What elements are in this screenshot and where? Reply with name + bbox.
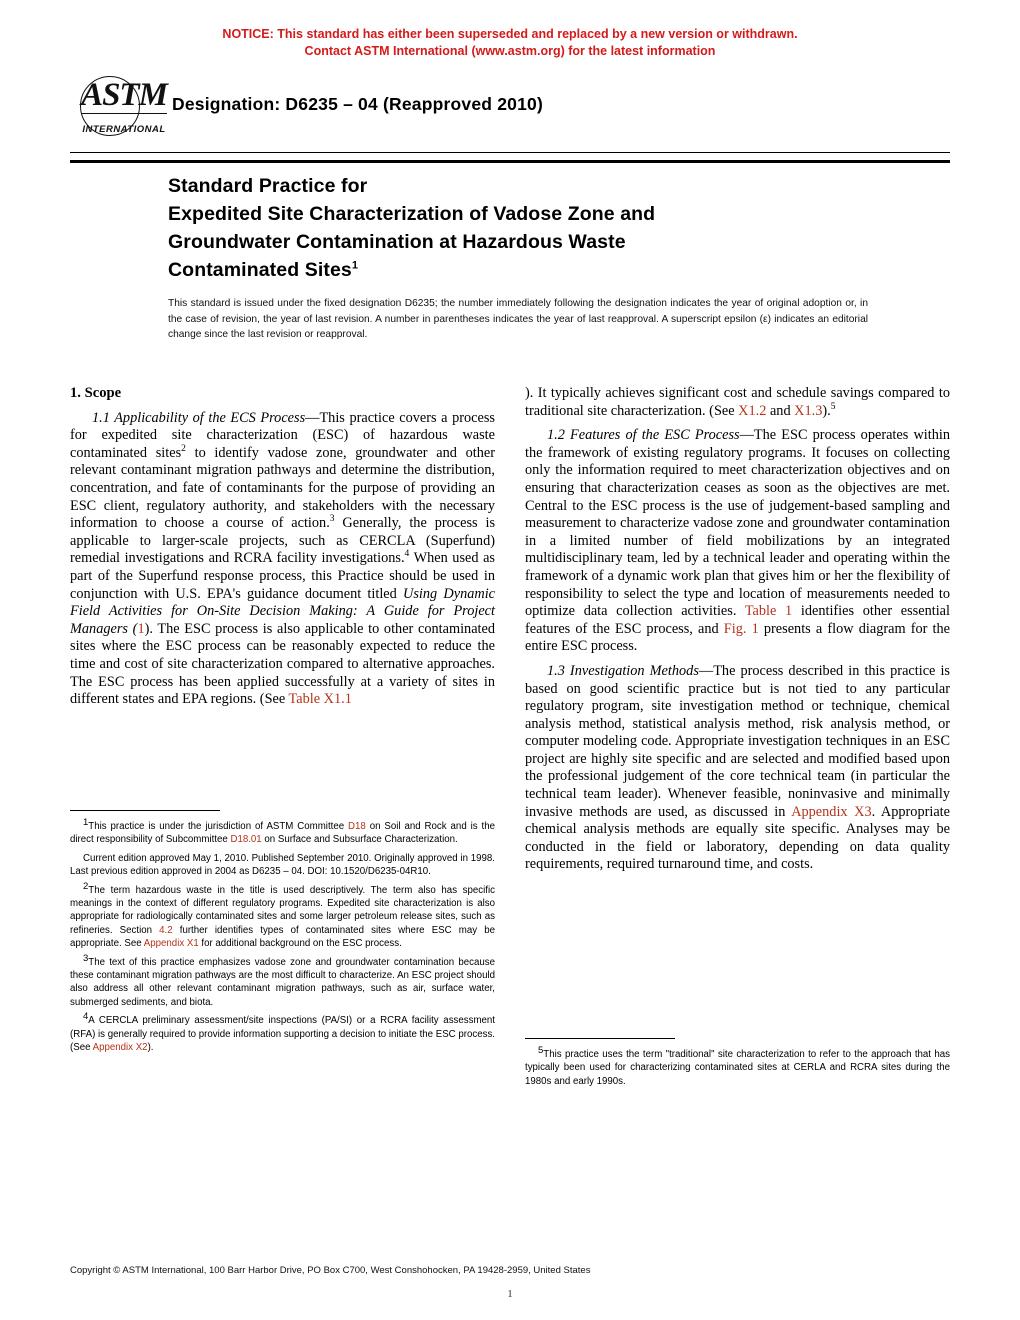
link-x1-3[interactable]: X1.3 xyxy=(794,402,823,419)
para-1-1-doc-title: Using Dynamic Field Activities for On-Site Decision Making: A Guide for Project Managers ( xyxy=(70,585,496,637)
copyright-notice: Copyright © ASTM International, 100 Barr Harbor Drive, PO Box C700, West Conshohocken, PA 19428-2959, United States xyxy=(70,1265,591,1276)
standard-issue-note: This standard is issued under the fixed designation D6235; the number immediately following the designation indicates the year of original adoption or, in the case of revision, the year of last revision. A number in parentheses indicates the year of last reapproval. A superscript epsilon (ε) indicates an editorial change since the last revision or reapproval. xyxy=(168,298,868,340)
para-1-1-g: and xyxy=(766,402,795,419)
para-1-2-a: —The ESC process operates within the framework of existing regulatory programs. It focuses on collecting only the information required to meet characterization objectives and on ensuring that characterization ceases as soon as the objectives are met. Central to the ESC process is the use of judgement-based sampling and measurement to characterize vadose zone and groundwater contamination in a limited number of field mobilizations by an integrated multidisciplinary team, led by a technical leader and operating within the framework of a dynamic work plan that gives him or her the flexibility of responsibility to select the type and location of measurements needed to optimize data collection activities. xyxy=(525,427,950,620)
para-1-1-e: ). The ESC process is also applicable to other contaminated sites where the ESC process can be reasonably expected to reduce the time and cost of site characterization compared to alternative approaches. The ESC process has been applied successfully at a variety of sites in different states and EPA regions. (See xyxy=(70,620,496,708)
para-1-3-a: —The process described in this practice is based on good scientific practice but is not tied to any particular regulatory program, site investigation method or technique, chemical analysis method, statistical analysis method, risk analysis method, or computer modeling code. Appropriate investigation techniques in an ESC project are highly site specific and are selected and modified based upon the professional judgement of the core technical team (in particular the technical team leader). Whenever feasible, noninvasive and minimally invasive methods are used, as discussed in xyxy=(525,662,950,820)
link-d18[interactable]: D18 xyxy=(348,821,366,832)
column-left xyxy=(70,385,495,716)
para-1-2-b: identifies other essential features of the ESC process, and xyxy=(525,603,950,637)
footnote-1-marker: 1 xyxy=(83,816,89,828)
footnote-4 xyxy=(70,1011,495,1054)
para-1-1-sup2: 2 xyxy=(181,444,186,455)
superseded-notice xyxy=(70,26,950,60)
reference-link-1[interactable]: 1 xyxy=(137,620,145,637)
link-appendix-x3[interactable]: Appendix X3 xyxy=(791,803,872,820)
link-section-4-2[interactable]: 4.2 xyxy=(159,924,173,936)
title-line-4-text: Contaminated Sites xyxy=(168,259,352,281)
link-appendix-x2[interactable]: Appendix X2 xyxy=(92,1042,148,1054)
header-rule-thin xyxy=(70,152,950,153)
footnote-2-a: The term hazardous waste in the title is used descriptively. The term also has specific meanings in the context of different regulatory programs. Expedited site characterization is also appropriate for radiologically contaminated sites and some larger petroleum release sites, such as refineries. Section xyxy=(70,884,495,936)
paragraph-1-1-cont xyxy=(525,385,950,420)
footnote-4-marker: 4 xyxy=(83,1011,89,1023)
para-1-1-b: to identify vadose zone, groundwater and other relevant contaminant migration pathways and determine the distribution, concentration, and fate of contaminants for the purpose of providing an ESC client, regulatory authority, and stakeholders with the necessary information to choose a course of action. xyxy=(70,444,495,532)
footnote-5-a: This practice uses the term "traditional" site characterization to refer to the approach that has typically been used for characterizing contaminated sites at CERLA and RCRA sites during the 1980s and early 1990s. xyxy=(525,1049,950,1087)
title-line-2: Expedited Site Characterization of Vadose Zone and xyxy=(168,203,656,225)
footnotes-right xyxy=(525,1044,950,1093)
footnote-rule-left xyxy=(70,810,220,811)
footnotes-left xyxy=(70,816,495,1060)
column-right xyxy=(525,385,950,881)
para-1-1-d: When used as part of the Superfund response process, this Practice should be used in conjunction with U.S. EPA's guidance document titled xyxy=(70,550,495,602)
document-header xyxy=(70,78,950,148)
footnote-3 xyxy=(70,952,495,1010)
paragraph-1-2 xyxy=(525,427,950,656)
section-heading-scope: 1. Scope xyxy=(70,385,122,401)
footnote-4-b: ). xyxy=(147,1042,154,1054)
para-1-1-sup3: 3 xyxy=(329,514,335,525)
footnote-2-c: for additional background on the ESC process. xyxy=(198,938,402,950)
para-1-1-h: ). xyxy=(822,402,831,419)
link-table-x1-1[interactable]: Table X1.1 xyxy=(288,691,352,708)
title-line-1: Standard Practice for xyxy=(168,175,368,197)
para-1-1-sup5: 5 xyxy=(830,401,836,412)
footnote-1 xyxy=(70,816,495,847)
footnote-3-a: The text of this practice emphasizes vadose zone and groundwater contamination because these contaminant migration pathways are the most difficult to characterize. An ESC project should also address all other relevant contaminant migration pathways, such as air, surface water, submerged sediments, and biota. xyxy=(70,956,495,1008)
para-1-1-sup4: 4 xyxy=(404,549,410,560)
para-1-1-label: 1.1 Applicability of the ECS Process xyxy=(92,409,306,426)
footnote-5 xyxy=(525,1044,950,1088)
astm-logo xyxy=(78,78,170,140)
logo-circle-icon xyxy=(80,76,140,136)
notice-line-1: NOTICE: This standard has either been superseded and replaced by a new version or withdrawn. xyxy=(222,27,798,41)
para-1-1-c: Generally, the process is applicable to larger-scale projects, such as CERCLA (Superfund) remedial investigations and RCRA facility investigations. xyxy=(70,515,496,567)
footnote-2 xyxy=(70,880,495,951)
page-number: 1 xyxy=(507,1288,513,1300)
footnote-2-marker: 2 xyxy=(83,880,89,892)
para-1-2-c: presents a flow diagram for the entire ESC process. xyxy=(525,620,950,655)
header-rule-thick xyxy=(70,160,950,163)
page-title xyxy=(168,172,868,284)
title-line-3: Groundwater Contamination at Hazardous Waste xyxy=(168,231,626,253)
title-footnote-marker: 1 xyxy=(351,259,359,272)
footnote-5-marker: 5 xyxy=(538,1044,544,1056)
link-d18-01[interactable]: D18.01 xyxy=(230,834,262,846)
link-appendix-x1[interactable]: Appendix X1 xyxy=(143,938,199,950)
paragraph-1-1 xyxy=(70,410,495,709)
link-fig-1[interactable]: Fig. 1 xyxy=(723,620,759,637)
paragraph-1-3 xyxy=(525,663,950,874)
para-1-2-label: 1.2 Features of the ESC Process xyxy=(547,427,740,444)
link-x1-2[interactable]: X1.2 xyxy=(738,402,767,419)
footnote-1-a: This practice is under the jurisdiction of ASTM Committee xyxy=(88,821,349,832)
para-1-1-a: —This practice covers a process for expedited site characterization (ESC) of hazardous waste contaminated sites xyxy=(70,409,495,461)
footnote-4-a: A CERCLA preliminary assessment/site inspections (PA/SI) or a RCRA facility assessment (RFA) is generally required to provide information supporting a decision to initiate the ESC process. (See xyxy=(70,1015,495,1054)
footnote-rule-right xyxy=(525,1038,675,1039)
footnote-2-b: further identifies types of contaminated sites where ESC may be appropriate. See xyxy=(70,924,495,950)
footnote-edition: Current edition approved May 1, 2010. Published September 2010. Originally approved in 1998. Last previous edition approved in 2004 as D6235 – 04. DOI: 10.1520/D6235-04R10. xyxy=(70,852,495,878)
logo-subtext: INTERNATIONAL xyxy=(82,124,166,135)
para-1-3-b: . Appropriate chemical analysis methods are equally site specific. Analyses may be conducted in the field or laboratory, depending on data quality requirements, required turnaround time, and costs. xyxy=(525,803,950,873)
footnote-1-b: on Soil and Rock and is the direct responsibility of Subcommittee xyxy=(70,821,495,846)
designation-label: Designation: D6235 – 04 (Reapproved 2010) xyxy=(172,94,543,114)
notice-line-2: Contact ASTM International (www.astm.org) for the latest information xyxy=(304,44,716,58)
link-table-1[interactable]: Table 1 xyxy=(744,603,793,620)
footnote-1-c: on Surface and Subsurface Characterization. xyxy=(261,834,458,846)
para-1-3-label: 1.3 Investigation Methods xyxy=(547,662,699,679)
footnote-3-marker: 3 xyxy=(83,952,89,964)
title-line-4 xyxy=(168,256,868,284)
para-1-1-f: ). It typically achieves significant cost and schedule savings compared to traditional site characterization. (See xyxy=(525,385,950,419)
logo-wordmark: ASTM xyxy=(81,77,167,113)
